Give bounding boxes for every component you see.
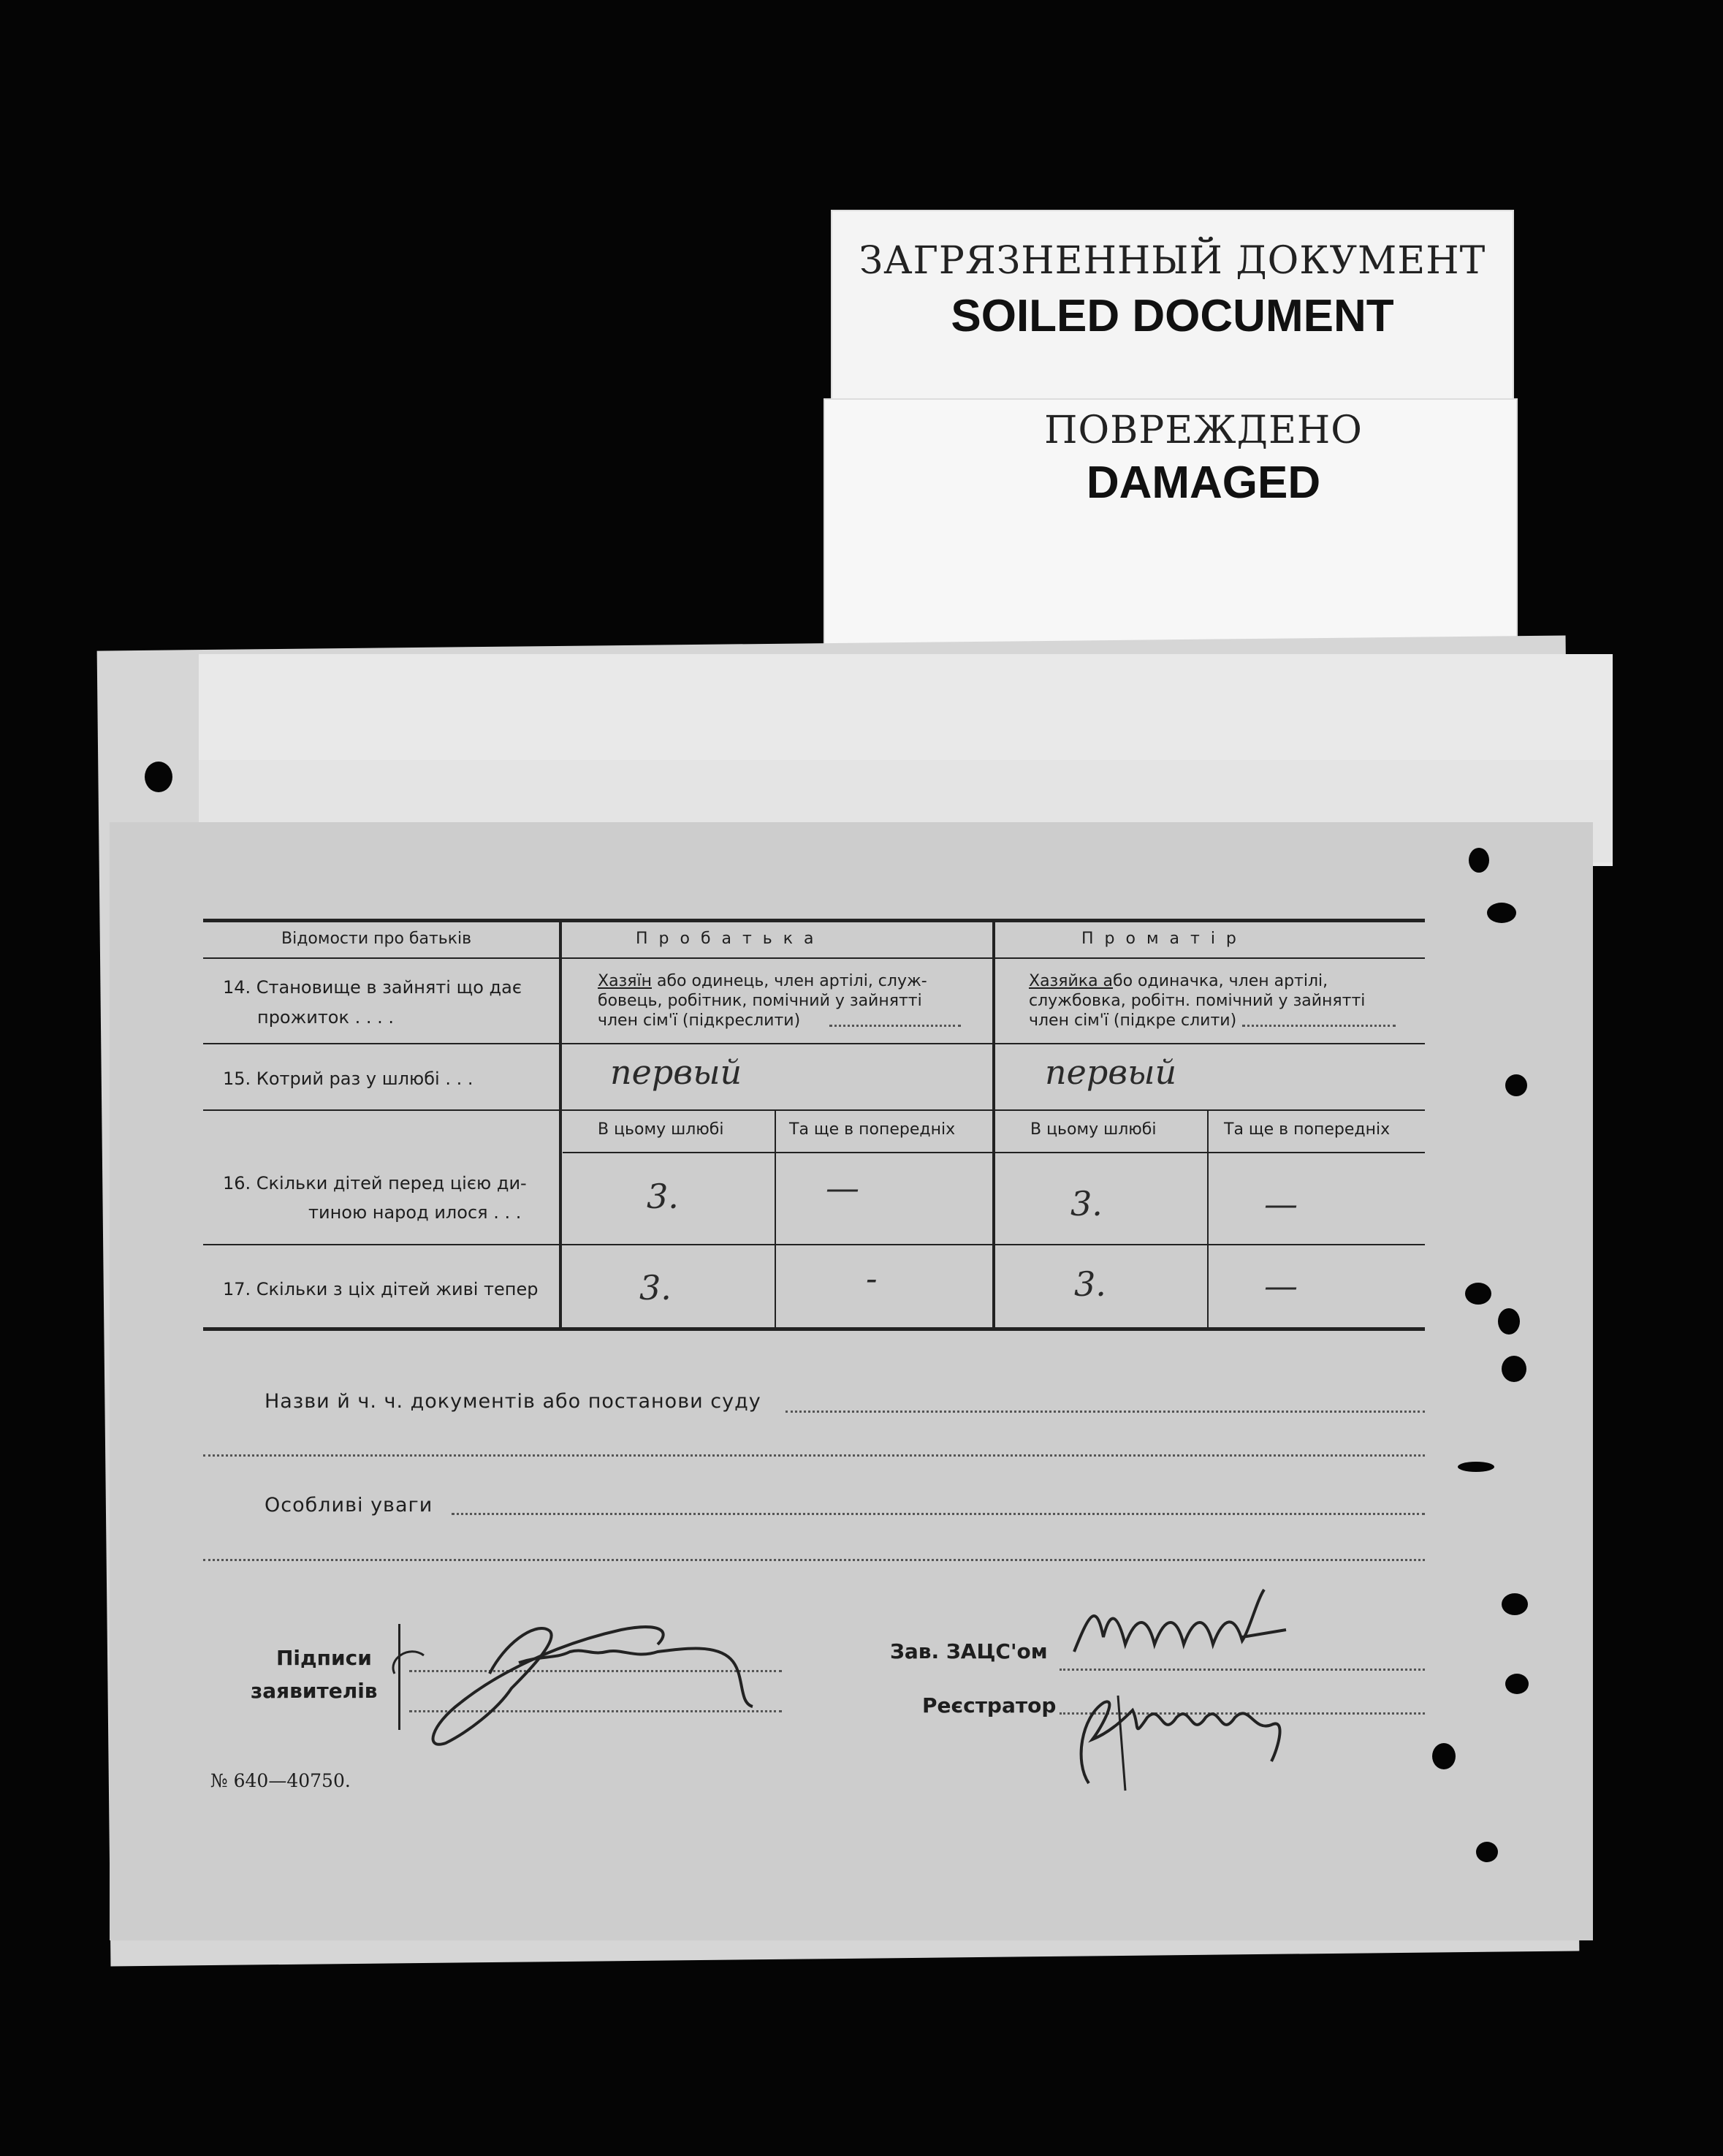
row14-mother-dots xyxy=(1242,1025,1396,1027)
row16-label-line1: 16. Скільки дітей перед цією ди- xyxy=(223,1173,527,1193)
row15-mother-value: первый xyxy=(1045,1052,1177,1092)
row14-mother-line2: службовка, робітн. помічний у зайнятті xyxy=(1029,992,1366,1010)
notes-label: Особливі уваги xyxy=(265,1494,433,1517)
header-about-mother: П р о м а т і р xyxy=(1081,930,1239,948)
damage-hole xyxy=(1505,1074,1527,1096)
head-signature xyxy=(1067,1586,1308,1666)
row15-father-value: первый xyxy=(610,1052,742,1092)
damage-hole xyxy=(1498,1308,1520,1335)
applicants-signature-label-1: Підписи xyxy=(276,1646,372,1670)
row14-mother-line3: член сім'ї (підкре слити) xyxy=(1029,1011,1237,1030)
row14-label-line1: 14. Становище в зайняті що дає xyxy=(223,977,522,998)
header-about-father: П р о б а т ь к а xyxy=(636,930,817,948)
head-zags-label: Зав. ЗАЦС'ом xyxy=(890,1639,1048,1663)
mother-owner-underlined: Хазяйка а xyxy=(1029,972,1114,990)
applicants-signature-label-2: заявителів xyxy=(251,1679,378,1703)
father-owner-underlined: Хазяїн xyxy=(598,972,652,990)
soiled-label-english: SOILED DOCUMENT xyxy=(951,291,1394,341)
subheader-father-previous: Та ще в попередніх xyxy=(789,1120,956,1139)
form-number: № 640—40750. xyxy=(210,1770,351,1791)
damage-hole xyxy=(1502,1593,1528,1615)
damage-hole xyxy=(1458,1462,1494,1472)
damage-hole xyxy=(1432,1743,1456,1769)
row16-father-this: 3. xyxy=(647,1177,679,1216)
header-parents-info: Відомости про батьків xyxy=(281,930,472,948)
table-subcol-divider-father xyxy=(775,1111,776,1329)
father-line1-rest: або одинець, член артілі, служ- xyxy=(651,972,927,990)
mother-line1-rest: бо одиначка, член артілі, xyxy=(1113,972,1328,990)
table-col-divider-2 xyxy=(992,921,995,1329)
row17-label: 17. Скільки з ціх дітей живі тепер xyxy=(223,1279,539,1299)
punch-hole xyxy=(145,762,172,792)
row17-mother-prev: — xyxy=(1264,1266,1298,1305)
row16-father-prev: — xyxy=(826,1168,859,1207)
table-header-rule xyxy=(203,957,1425,959)
row14-father-line1 xyxy=(598,972,927,990)
registrar-signature xyxy=(1060,1674,1323,1805)
row16-mother-prev: — xyxy=(1264,1184,1298,1223)
notes-line-1 xyxy=(452,1513,1425,1515)
row16-label-line2: тиною народ илося . . . xyxy=(308,1202,522,1223)
row14-label-line2: прожиток . . . . xyxy=(257,1007,395,1028)
documents-label: Назви й ч. ч. документів або постанови суду xyxy=(265,1390,761,1413)
damage-hole xyxy=(1469,848,1489,873)
soiled-document-label xyxy=(831,210,1514,407)
table-col-divider-1 xyxy=(559,921,562,1329)
subheader-mother-previous: Та ще в попередніх xyxy=(1224,1120,1391,1139)
subheader-father-this: В цьому шлюбі xyxy=(598,1120,724,1139)
row14-bottom-rule xyxy=(203,1043,1425,1044)
notes-line-2 xyxy=(203,1559,1425,1561)
table-subcol-divider-mother xyxy=(1207,1111,1209,1329)
row16-bottom-rule xyxy=(203,1244,1425,1245)
documents-line-1 xyxy=(786,1411,1425,1413)
table-bottom-rule xyxy=(203,1327,1425,1331)
damage-hole xyxy=(1487,903,1516,923)
row15-label: 15. Котрий раз у шлюбі . . . xyxy=(223,1068,473,1089)
registrar-label: Реєстратор xyxy=(922,1693,1057,1717)
documents-line-2 xyxy=(203,1454,1425,1457)
row14-father-dots xyxy=(829,1025,961,1027)
damage-hole xyxy=(1476,1842,1498,1862)
row15-bottom-rule xyxy=(203,1109,1425,1111)
damage-hole xyxy=(1502,1356,1526,1382)
row17-mother-this: 3. xyxy=(1074,1264,1106,1304)
table-top-rule xyxy=(203,919,1425,922)
applicant-signature xyxy=(380,1586,789,1754)
row17-father-this: 3. xyxy=(639,1268,672,1307)
damaged-label-russian: ПОВРЕЖДЕНО xyxy=(1044,409,1363,452)
damage-hole xyxy=(1465,1283,1491,1305)
damage-hole xyxy=(1505,1674,1529,1694)
row14-father-line2: бовець, робітник, помічний у зайнятті xyxy=(598,992,922,1010)
head-sign-line xyxy=(1060,1669,1425,1671)
row14-mother-line1 xyxy=(1029,972,1328,990)
damaged-label-english: DAMAGED xyxy=(1086,458,1321,508)
soiled-label-russian: ЗАГРЯЗНЕННЫЙ ДОКУМЕНТ xyxy=(859,239,1486,283)
subheader-mother-this: В цьому шлюбі xyxy=(1030,1120,1157,1139)
row14-father-line3: член сім'ї (підкреслити) xyxy=(598,1011,801,1030)
row17-father-prev: - xyxy=(866,1259,878,1298)
row16-mother-this: 3. xyxy=(1070,1184,1103,1223)
damaged-document-label xyxy=(824,398,1518,650)
